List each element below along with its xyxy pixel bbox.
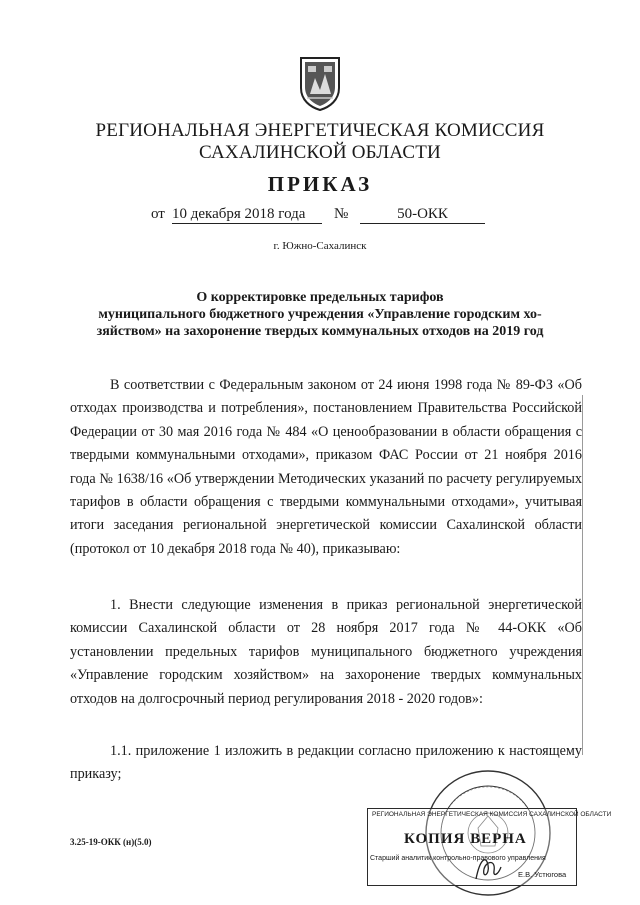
stamp-signer: Е.В. Устюгова [518,870,567,879]
certified-copy-stamp [367,768,612,898]
title-line2: муниципального бюджетного учреждения «Управление городским хо- [98,307,542,322]
stamp-position: Старший аналитик контрольно-правового управления [370,855,546,862]
number-sign: № [334,206,349,222]
order-number: 50-ОКК [360,206,485,224]
coat-of-arms-icon [298,54,342,112]
paragraph-text: 1. Внести следующие изменения в приказ региональной энергетической комиссии Сахалинской области от 28 ноября 2017 года № 44-ОКК «Об установлении предельных тарифов муниципального бюджетного учреждения «Управление городским хозяйством» на захоронение твердых коммунальных отходов на долгосрочный период регулирования 2018 - 2020 годов»: [70,597,582,707]
date-number-line [0,206,640,230]
doc-type-heading: ПРИКАЗ [267,172,373,196]
stamp-box [367,808,612,886]
org-name-line1: РЕГИОНАЛЬНАЯ ЭНЕРГЕТИЧЕСКАЯ КОМИССИЯ [95,120,545,141]
body-paragraph-1 [70,374,582,561]
order-date: 10 декабря 2018 года [172,206,322,224]
org-name-line2: САХАЛИНСКОЙ ОБЛАСТИ [199,142,441,163]
stamp-copy-label: КОПИЯ ВЕРНА [404,831,527,847]
city-label: г. Южно-Сахалинск [273,240,367,252]
body-paragraph-2 [70,594,582,711]
footer-code: 3.25-19-ОКК (н)(5.0) [70,837,152,847]
signature-icon [472,853,504,883]
paragraph-text: 1.1. приложение 1 изложить в редакции согласно приложению к настоящему приказу; [70,743,582,783]
title-line3: зяйством» на захоронение твердых коммунальных отходов на 2019 год [96,324,544,339]
date-prefix: от [151,206,165,222]
scan-margin-line [582,395,583,755]
paragraph-text: В соответствии с Федеральным законом от 24 июня 1998 года № 89-ФЗ «Об отходах производства и потребления», постановлением Правительства Российской Федерации от 30 мая 2016 года № 484 «О ценообразовании в области обращения с твердыми коммунальными отходами», приказом ФАС России от 21 ноября 2016 года № 1638/16 «Об утверждении Методических указаний по расчету регулируемых тарифов в области обращения с твердыми коммунальными отходами», учитывая итоги заседания региональной энергетической комиссии Сахалинской области (протокол от 10 декабря 2018 года № 40), приказываю: [70,377,582,557]
stamp-org-name: РЕГИОНАЛЬНАЯ ЭНЕРГЕТИЧЕСКАЯ КОМИССИЯ САХАЛИНСКОЙ ОБЛАСТИ [372,811,612,818]
title-line1: О корректировке предельных тарифов [196,290,444,305]
